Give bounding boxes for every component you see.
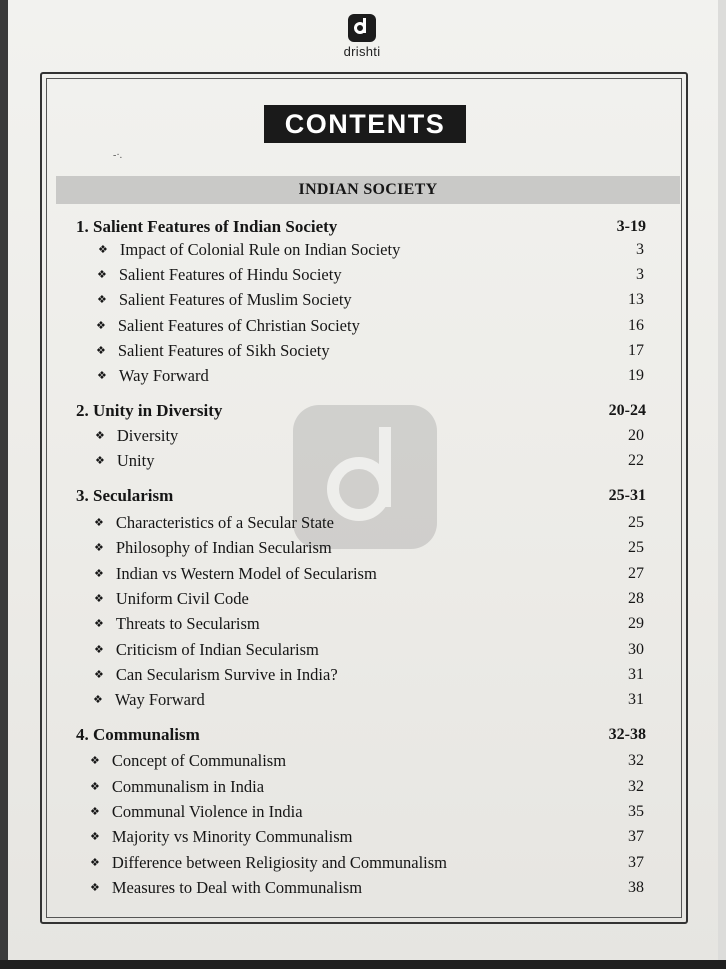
toc-item [0,449,726,473]
diamond-bullet-icon: ❖ [90,755,100,767]
toc-item [0,749,726,773]
toc-item-label: Salient Features of Christian Society [117,316,360,335]
toc-item-page: 17 [628,342,644,359]
diamond-bullet-icon: ❖ [94,618,104,630]
toc-chapter [0,723,726,747]
toc-item [0,238,726,262]
toc-item-label: Characteristics of a Secular State [115,513,334,532]
toc-chapter [0,484,726,508]
toc-item-page: 32 [628,752,644,769]
toc-item-page: 20 [628,427,644,444]
scan-speck: -·. [113,150,123,161]
toc-item-label: Uniform Civil Code [115,589,249,608]
diamond-bullet-icon: ❖ [94,542,104,554]
chapter-page-range: 20-24 [608,402,646,419]
toc-item-label: Impact of Colonial Rule on Indian Society [119,240,401,259]
toc-item [0,612,726,636]
toc-item-page: 31 [628,666,644,683]
toc-item-page: 31 [628,691,644,708]
diamond-bullet-icon: ❖ [90,882,100,894]
chapter-title: 1. Salient Features of Indian Society [76,217,338,236]
diamond-bullet-icon: ❖ [94,644,104,656]
diamond-bullet-icon: ❖ [90,781,100,793]
diamond-bullet-icon: ❖ [94,593,104,605]
page-bottom-edge [0,960,726,969]
toc-item [0,314,726,338]
toc-item [0,800,726,824]
toc-item-page: 3 [636,266,644,283]
toc-item-label: Concept of Communalism [111,751,287,770]
diamond-bullet-icon: ❖ [97,370,107,382]
diamond-bullet-icon: ❖ [97,294,107,306]
toc-item-label: Way Forward [114,690,205,709]
page-title: CONTENTS [264,105,466,143]
diamond-bullet-icon: ❖ [96,320,106,332]
toc-item [0,511,726,535]
toc-item-label: Can Secularism Survive in India? [115,665,338,684]
toc-item-page: 25 [628,539,644,556]
toc-item-page: 32 [628,778,644,795]
toc-item [0,263,726,287]
diamond-bullet-icon: ❖ [90,806,100,818]
toc-item [0,825,726,849]
brand-name: drishti [343,44,381,59]
diamond-bullet-icon: ❖ [94,568,104,580]
toc-item-label: Salient Features of Hindu Society [118,265,342,284]
toc-item-label: Criticism of Indian Secularism [115,640,319,659]
chapter-title: 4. Communalism [76,725,200,744]
toc-item [0,587,726,611]
toc-item-page: 29 [628,615,644,632]
toc-item-page: 13 [628,291,644,308]
drishti-logo-icon [348,14,376,42]
chapter-page-range: 3-19 [616,218,646,235]
diamond-bullet-icon: ❖ [97,269,107,281]
toc-item-label: Threats to Secularism [115,614,260,633]
toc-item [0,424,726,448]
toc-item-page: 35 [628,803,644,820]
brand-logo [332,14,392,59]
diamond-bullet-icon: ❖ [96,345,106,357]
toc-item-page: 3 [636,241,644,258]
chapter-title: 2. Unity in Diversity [76,401,223,420]
toc-item-label: Salient Features of Sikh Society [117,341,330,360]
toc-item [0,876,726,900]
toc-item [0,339,726,363]
toc-item [0,562,726,586]
toc-item-page: 25 [628,514,644,531]
chapter-page-range: 25-31 [608,487,646,504]
chapter-page-range: 32-38 [608,726,646,743]
toc-item-page: 16 [628,317,644,334]
toc-item-label: Measures to Deal with Communalism [111,878,363,897]
toc-item [0,663,726,687]
chapter-title: 3. Secularism [76,486,174,505]
toc-item [0,536,726,560]
toc-item-page: 19 [628,367,644,384]
toc-item-label: Salient Features of Muslim Society [118,290,352,309]
toc-item-page: 22 [628,452,644,469]
toc-item [0,688,726,712]
toc-item [0,851,726,875]
section-heading: INDIAN SOCIETY [56,176,680,204]
toc-item-page: 37 [628,854,644,871]
toc-item [0,364,726,388]
toc-item-page: 30 [628,641,644,658]
toc-item [0,638,726,662]
toc-item-page: 37 [628,828,644,845]
diamond-bullet-icon: ❖ [95,455,105,467]
diamond-bullet-icon: ❖ [95,430,105,442]
toc-item-label: Philosophy of Indian Secularism [115,538,332,557]
toc-item-label: Unity [116,451,155,470]
toc-item [0,288,726,312]
toc-chapter [0,399,726,423]
diamond-bullet-icon: ❖ [90,857,100,869]
toc-item-label: Indian vs Western Model of Secularism [115,564,377,583]
toc-item [0,775,726,799]
diamond-bullet-icon: ❖ [98,244,108,256]
toc-item-label: Diversity [116,426,179,445]
toc-chapter [0,215,726,239]
toc-item-page: 38 [628,879,644,896]
toc-item-page: 27 [628,565,644,582]
toc-item-label: Way Forward [118,366,209,385]
diamond-bullet-icon: ❖ [94,669,104,681]
toc-item-page: 28 [628,590,644,607]
diamond-bullet-icon: ❖ [94,517,104,529]
toc-item-label: Communalism in India [111,777,265,796]
toc-item-label: Majority vs Minority Communalism [111,827,353,846]
toc-item-label: Communal Violence in India [111,802,303,821]
diamond-bullet-icon: ❖ [93,694,103,706]
diamond-bullet-icon: ❖ [90,831,100,843]
toc-item-label: Difference between Religiosity and Communalism [111,853,447,872]
